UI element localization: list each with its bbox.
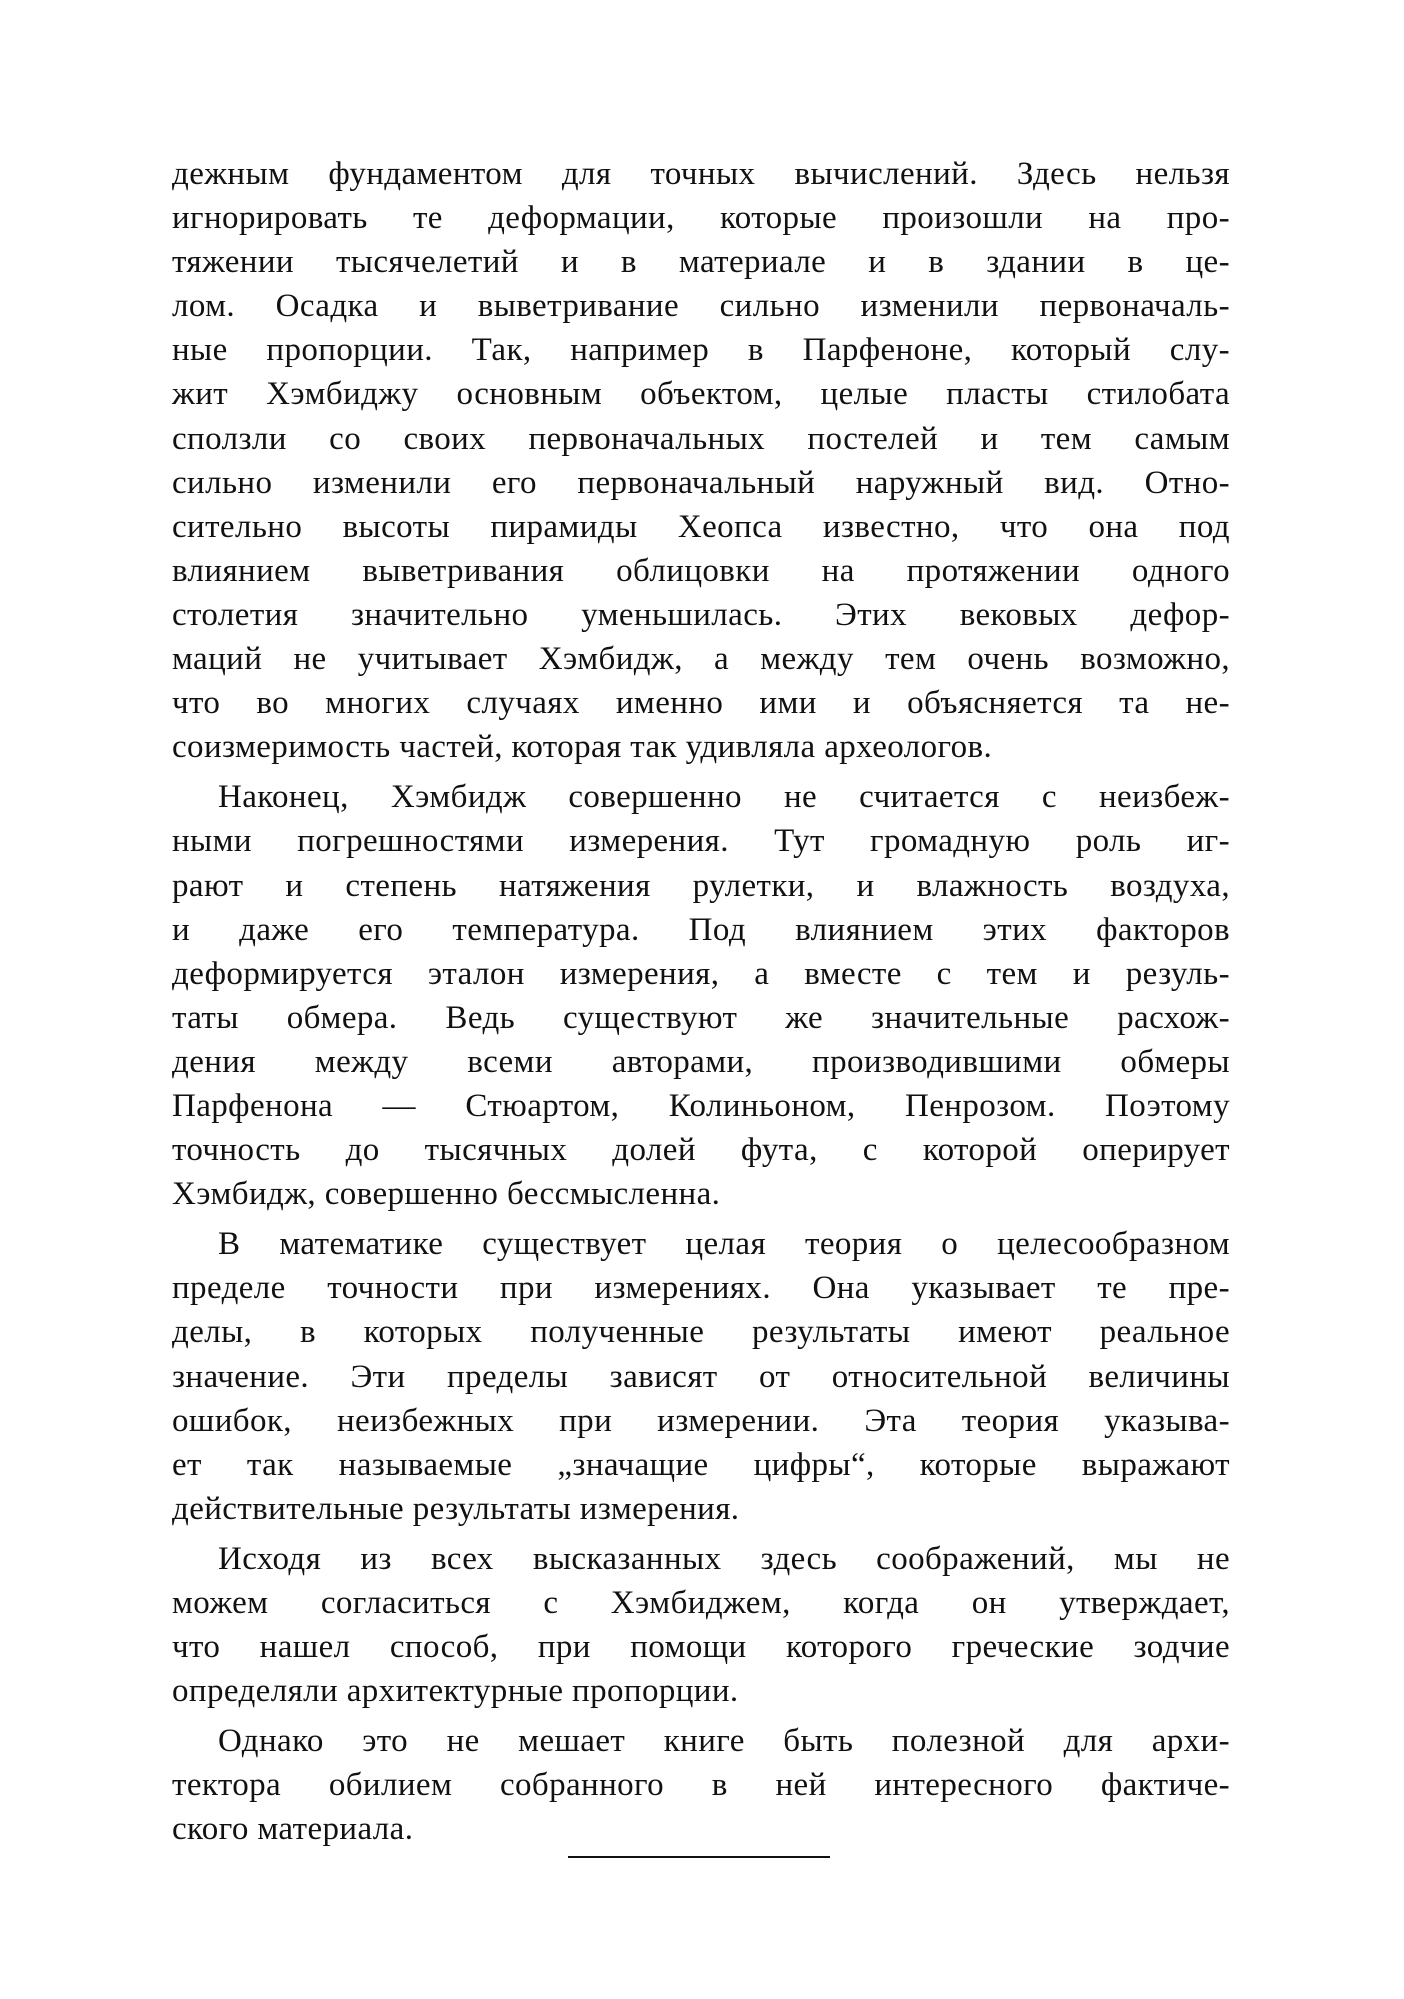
- text-line: сительно высоты пирамиды Хеопса известно, что она под: [172, 508, 1230, 545]
- text-line: таты обмера. Ведь существуют же значительные расхож-: [172, 999, 1230, 1036]
- paragraph-5: [172, 1719, 1230, 1851]
- text-line: дения между всеми авторами, производившими обмеры: [172, 1043, 1230, 1080]
- text-line: Наконец, Хэмбидж совершенно не считается с неизбеж-: [218, 779, 1230, 816]
- text-line: ными погрешностями измерения. Тут громадную роль иг-: [172, 823, 1230, 860]
- text-line: Исходя из всех высказанных здесь соображений, мы не: [218, 1540, 1230, 1577]
- text-line: ошибок, неизбежных при измерении. Эта теория указыва-: [172, 1402, 1230, 1439]
- text-line: и даже его температура. Под влиянием этих факторов: [172, 911, 1230, 948]
- text-line: рают и степень натяжения рулетки, и влажность воздуха,: [172, 867, 1230, 904]
- text-line: тектора обилием собранного в ней интересного фактиче-: [172, 1767, 1230, 1804]
- text-line: жит Хэмбиджу основным объектом, целые пласты стилобата: [172, 376, 1230, 413]
- text-line: пределе точности при измерениях. Она указывает те пре-: [172, 1270, 1230, 1307]
- paragraph-4: [172, 1537, 1230, 1713]
- text-line: действительные результаты измерения.: [172, 1490, 740, 1527]
- end-rule-divider: [568, 1856, 830, 1858]
- text-line: что нашел способ, при помощи которого греческие зодчие: [172, 1629, 1230, 1666]
- text-line: делы, в которых полученные результаты имеют реальное: [172, 1314, 1230, 1351]
- paragraph-2: [172, 775, 1230, 1216]
- text-line: маций не учитывает Хэмбидж, а между тем очень возможно,: [172, 641, 1230, 678]
- text-line: что во многих случаях именно ими и объясняется та не-: [172, 685, 1230, 722]
- paragraph-1: [172, 152, 1230, 769]
- text-line: Хэмбидж, совершенно бессмысленна.: [172, 1176, 721, 1213]
- text-line: можем согласиться с Хэмбиджем, когда он утверждает,: [172, 1585, 1230, 1621]
- text-line: Однако это не мешает книге быть полезной для архи-: [218, 1723, 1230, 1760]
- text-line: лом. Осадка и выветривание сильно изменили первоначаль-: [172, 288, 1230, 325]
- text-line: игнорировать те деформации, которые произошли на про-: [172, 200, 1230, 237]
- text-line: ского материала.: [172, 1811, 414, 1848]
- text-line: сильно изменили его первоначальный наружный вид. Отно-: [172, 464, 1230, 501]
- text-line: точность до тысячных долей фута, с которой оперирует: [172, 1132, 1230, 1169]
- text-line: столетия значительно уменьшилась. Этих вековых дефор-: [172, 596, 1230, 633]
- text-line: ные пропорции. Так, например в Парфеноне, который слу-: [172, 332, 1230, 369]
- body-text: [172, 152, 1230, 1852]
- text-line: значение. Эти пределы зависят от относительной величины: [172, 1358, 1230, 1395]
- text-line: В математике существует целая теория о целесообразном: [218, 1226, 1230, 1263]
- text-line: дежным фундаментом для точных вычислений. Здесь нельзя: [172, 156, 1230, 192]
- text-line: соизмеримость частей, которая так удивляла археологов.: [172, 729, 993, 766]
- text-line: сползли со своих первоначальных постелей и тем самым: [172, 420, 1230, 457]
- text-line: ет так называемые „значащие цифры“, которые выражают: [172, 1446, 1230, 1483]
- paragraph-3: [172, 1222, 1230, 1531]
- text-line: определяли архитектурные пропорции.: [172, 1673, 739, 1710]
- text-line: деформируется эталон измерения, а вместе с тем и резуль-: [172, 955, 1230, 992]
- text-line: влиянием выветривания облицовки на протяжении одного: [172, 552, 1230, 589]
- text-line: тяжении тысячелетий и в материале и в здании в це-: [172, 244, 1230, 281]
- text-line: Парфенона — Стюартом, Колиньоном, Пенрозом. Поэтому: [172, 1087, 1230, 1124]
